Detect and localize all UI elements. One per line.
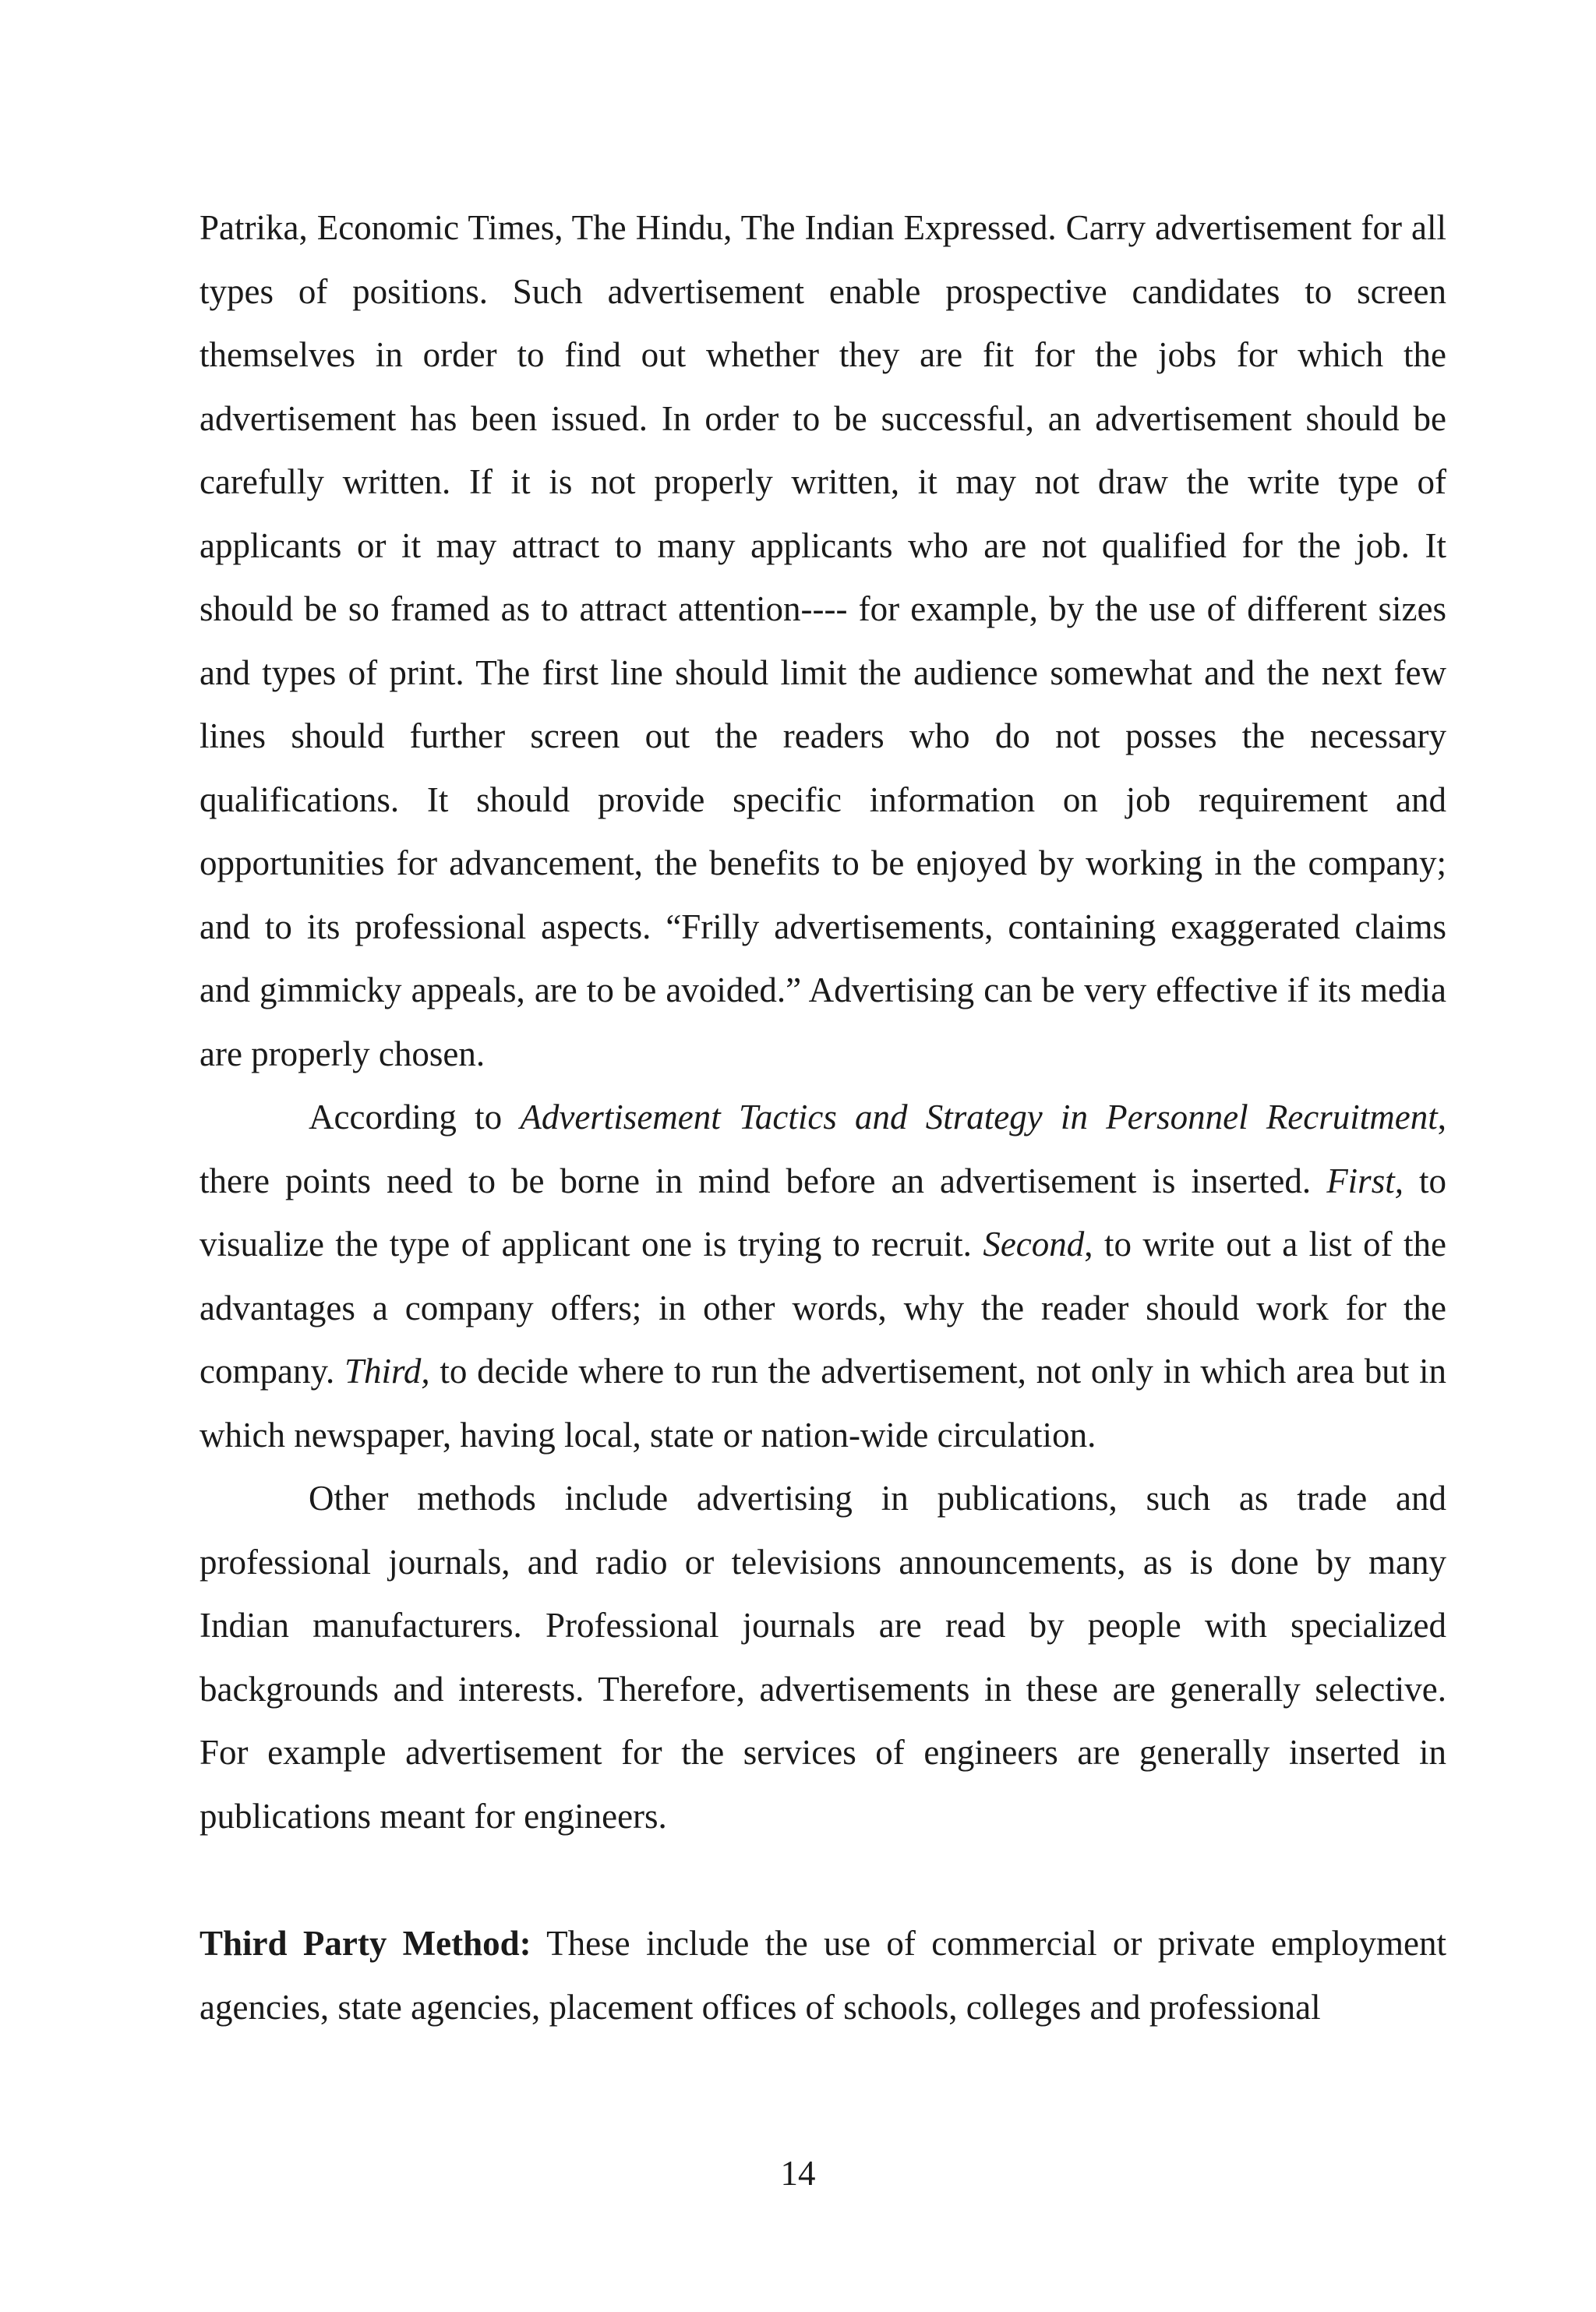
paragraph-advertisement-tactics [200,1086,1446,1467]
third-party-text: These include the use of commercial or private employment agencies, state agencies, placement offices of schools, colleges and professional [200,1924,1446,2027]
body-text [200,196,1446,2039]
point-third-text: to decide where to run the advertisement, not only in which area but in which newspaper, having local, state or nation-wide circulation. [200,1352,1446,1455]
paragraph-other-methods: Other methods include advertising in publications, such as trade and professional journals, and radio or televisions announcements, as is done by many Indian manufacturers. Professional journals are read by people with specialized backgrounds and interests. Therefore, advertisements in these are generally selective. For example advertisement for the services of engineers are generally inserted in publications meant for engineers. [200,1479,1446,1836]
page-number: 14 [780,2154,816,2193]
paragraph-advertising-media: Patrika, Economic Times, The Hindu, The Indian Expressed. Carry advertisement for all types of positions. Such advertisement enable prospective candidates to screen themselves in order to find out whether they are fit for the jobs for which the advertisement has been issued. In order to be successful, an advertisement should be carefully written. If it is not properly written, it may not draw the write type of applicants or it may attract to many applicants who are not qualified for the job. It should be so framed as to attract attention---- for example, by the use of different sizes and types of print. The first line should limit the audience somewhat and the next few lines should further screen out the readers who do not posses the necessary qualifications. It should provide specific information on job requirement and opportunities for advancement, the benefits to be enjoyed by working in the company; and to its professional aspects. “Frilly advertisements, containing exaggerated claims and gimmicky appeals, are to be avoided.” Advertising can be very effective if its media are properly chosen. [200,208,1446,1073]
publication-title: Advertisement Tactics and Strategy in Personnel Recruitment [520,1098,1438,1137]
section-heading-third-party: Third Party Method: [200,1924,531,1963]
p2-after-title: , there points need to be borne in mind before an advertisement is inserted. [200,1098,1446,1200]
point-first-label: First, [1326,1161,1404,1200]
paragraph-third-party-method [200,1912,1446,2039]
point-first-text: to visualize the type of applicant one is trying to recruit. [200,1161,1446,1264]
point-third-label: Third, [344,1352,430,1391]
point-second-text: , to write out a list of the advantages a company offers; in other words, why the reader should work for the company. [200,1225,1446,1391]
p2-lead: According to [309,1098,521,1137]
point-second-label: Second [983,1225,1085,1264]
